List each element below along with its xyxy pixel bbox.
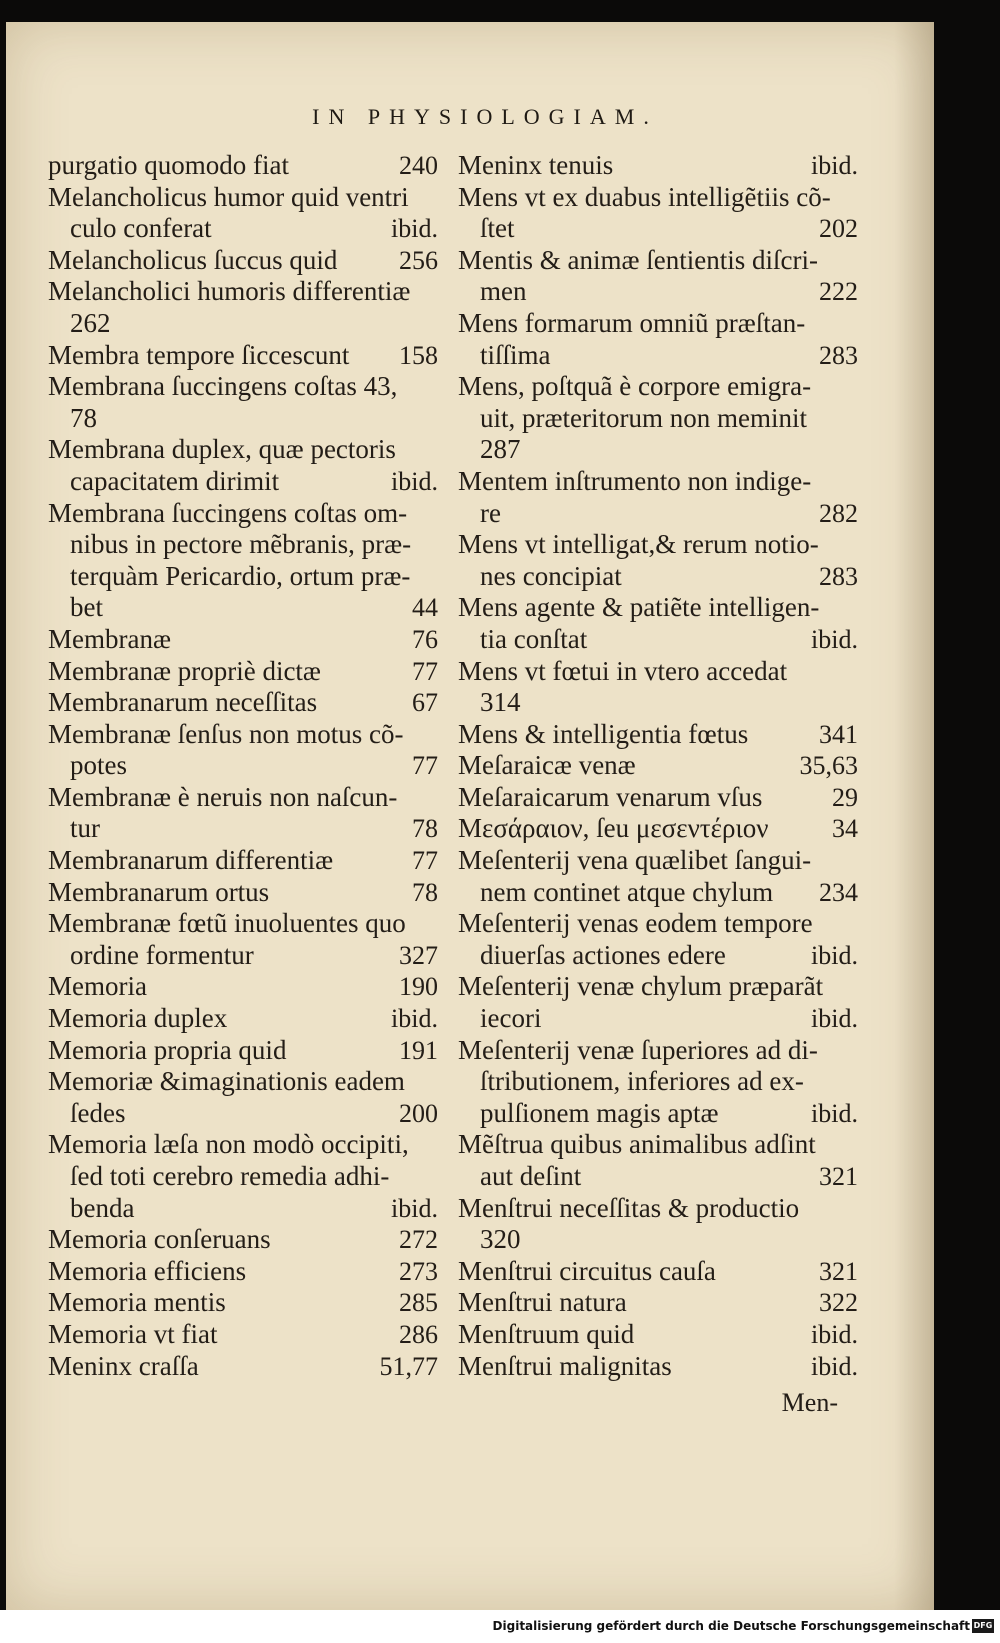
index-entry — [48, 908, 438, 971]
entry-term: Mens vt ex duabus intelligẽtiis cõ- — [458, 181, 831, 212]
index-entry — [458, 1287, 858, 1319]
entry-term: Membranarum differentiæ — [48, 845, 334, 876]
entry-continuation: 78 — [70, 402, 97, 433]
entry-term: Membranæ propriè dictæ — [48, 655, 321, 686]
index-entry — [48, 150, 438, 182]
running-header: IN PHYSIOLOGIAM. — [312, 104, 658, 129]
entry-continuation: tur — [70, 813, 100, 844]
entry-term: Memoria mentis — [48, 1287, 226, 1318]
index-entry — [458, 719, 858, 751]
page-reference: ibid. — [391, 1004, 438, 1034]
page-reference: 35,63 — [799, 751, 858, 781]
page-reference: 321 — [819, 1256, 858, 1286]
entry-term: Mẽſtrua quibus animalibus adſint — [458, 1129, 816, 1160]
page-reference: 285 — [399, 1288, 438, 1318]
index-entry — [48, 1035, 438, 1067]
page-reference: 77 — [412, 656, 438, 686]
footer-bar — [0, 1610, 1000, 1643]
entry-term: Mentis & animæ ſentientis diſcri- — [458, 244, 818, 275]
index-entry — [458, 308, 858, 371]
page-reference: 327 — [399, 940, 438, 970]
entry-continuation: bet — [70, 592, 103, 623]
entry-continuation: men — [480, 276, 527, 307]
index-column-left — [48, 150, 438, 1382]
entry-term: Mens vt intelligat,& rerum notio- — [458, 529, 819, 560]
page-reference: 286 — [399, 1319, 438, 1349]
index-entry — [48, 371, 438, 434]
page-reference: ibid. — [391, 214, 438, 244]
index-entry — [458, 908, 858, 971]
page-reference: 67 — [412, 688, 438, 718]
index-entry — [48, 1256, 438, 1288]
index-entry — [48, 719, 438, 782]
index-entry — [458, 845, 858, 908]
index-entry — [48, 782, 438, 845]
index-entry — [48, 656, 438, 688]
page-reference: 240 — [399, 151, 438, 180]
entry-continuation: benda — [70, 1192, 135, 1223]
index-entry — [458, 1256, 858, 1288]
index-entry — [48, 971, 438, 1003]
index-entry — [48, 1003, 438, 1035]
page-reference: 222 — [819, 277, 858, 307]
entry-term: Meninx craſſa — [48, 1350, 199, 1381]
entry-continuation: terquàm Pericardio, ortum præ- — [70, 560, 411, 591]
entry-continuation: culo conferat — [70, 213, 212, 244]
entry-term: Mens & intelligentia fœtus — [458, 718, 749, 749]
index-entry — [458, 150, 858, 182]
index-entry — [48, 434, 438, 497]
entry-term: Memoria — [48, 971, 147, 1002]
index-entry — [458, 1351, 858, 1383]
entry-continuation: 320 — [480, 1224, 521, 1255]
entry-term: Memoria læſa non modò occipiti, — [48, 1129, 409, 1160]
index-entry — [458, 782, 858, 814]
page-reference: ibid. — [811, 940, 858, 970]
entry-term: Membranæ — [48, 623, 171, 654]
entry-term: Membranæ fœtũ inuoluentes quo — [48, 908, 406, 939]
entry-term: Meſaraicæ venæ — [458, 750, 636, 781]
index-entry — [458, 750, 858, 782]
entry-term: Meſenterij vena quælibet ſangui- — [458, 845, 812, 876]
entry-term: Membrana ſuccingens coſtas om- — [48, 497, 408, 528]
entry-term: Membranarum ortus — [48, 876, 270, 907]
entry-term: Meninx tenuis — [458, 150, 614, 180]
page-reference: 272 — [399, 1225, 438, 1255]
index-entry — [48, 1287, 438, 1319]
entry-term: Membranæ ſenſus non motus cõ- — [48, 718, 404, 749]
page-reference: 283 — [819, 561, 858, 591]
index-entry — [48, 624, 438, 656]
entry-term: Menſtrui natura — [458, 1287, 627, 1318]
entry-continuation: nes concipiat — [480, 560, 622, 591]
entry-term: Mens, poſtquã è corpore emigra- — [458, 371, 812, 402]
entry-term: Melancholicus ſuccus quid — [48, 244, 338, 275]
index-entry — [48, 845, 438, 877]
index-entry — [48, 182, 438, 245]
index-entry — [458, 1193, 858, 1256]
entry-continuation: iecori — [480, 1003, 542, 1034]
entry-term: Menſtruum quid — [458, 1318, 635, 1349]
page-reference: 76 — [412, 624, 438, 654]
entry-continuation: nibus in pectore mẽbranis, præ- — [70, 529, 412, 560]
entry-term: Memoria duplex — [48, 1003, 228, 1034]
index-entry — [458, 813, 858, 845]
entry-term: Membranarum neceſſitas — [48, 687, 318, 718]
page-reference: 78 — [412, 814, 438, 844]
entry-term: Mens agente & patiẽte intelligen- — [458, 592, 820, 623]
page-reference: ibid. — [811, 1098, 858, 1128]
index-entry — [458, 245, 858, 308]
entry-term: Meſenterij venæ chylum præparãt — [458, 971, 824, 1002]
index-entry — [48, 687, 438, 719]
page-reference: 77 — [412, 751, 438, 781]
page-reference: ibid. — [811, 1004, 858, 1034]
entry-continuation: potes — [70, 750, 127, 781]
entry-continuation: 287 — [480, 434, 521, 465]
page-reference: ibid. — [391, 466, 438, 496]
entry-term: Membranæ è neruis non naſcun- — [48, 781, 398, 812]
index-entry — [458, 1129, 858, 1192]
page-reference: ibid. — [811, 1319, 858, 1349]
page-reference: 256 — [399, 245, 438, 275]
entry-term: Melancholicus humor quid ventri — [48, 181, 409, 212]
entry-continuation: tiſſima — [480, 339, 551, 370]
page-reference: 29 — [832, 782, 858, 812]
index-entry — [48, 877, 438, 909]
entry-continuation: uit, præteritorum non meminit — [480, 402, 807, 433]
index-entry — [458, 1319, 858, 1351]
entry-continuation: diuerſas actiones edere — [480, 939, 726, 970]
entry-term: purgatio quomodo fiat — [48, 150, 289, 180]
index-entry — [458, 466, 858, 529]
index-entry — [48, 1224, 438, 1256]
page-reference: ibid. — [391, 1193, 438, 1223]
entry-term: Memoria vt fiat — [48, 1318, 218, 1349]
entry-term: Membrana ſuccingens coſtas 43, — [48, 371, 398, 402]
index-entry — [48, 276, 438, 339]
entry-continuation: 314 — [480, 687, 521, 718]
index-entry — [48, 498, 438, 624]
entry-continuation: ſedes — [70, 1097, 126, 1128]
page-reference: 273 — [399, 1256, 438, 1286]
index-entry — [48, 1319, 438, 1351]
entry-continuation: nem continet atque chylum — [480, 876, 774, 907]
footer-credit: Digitalisierung gefördert durch die Deutsche Forschungsgemeinschaft — [492, 1619, 970, 1633]
catchword: Men- — [781, 1388, 838, 1417]
page-reference: 51,77 — [379, 1351, 438, 1381]
entry-term: Memoriæ &imaginationis eadem — [48, 1066, 405, 1097]
entry-term: Meſenterij venæ ſuperiores ad di- — [458, 1034, 818, 1065]
index-entry — [48, 340, 438, 372]
page-reference: 78 — [412, 877, 438, 907]
entry-term: Memoria conſeruans — [48, 1224, 271, 1255]
entry-term: Menſtrui malignitas — [458, 1350, 672, 1381]
entry-term: Membrana duplex, quæ pectoris — [48, 434, 396, 465]
entry-continuation: pulſionem magis aptæ — [480, 1097, 719, 1128]
page-reference: ibid. — [811, 1351, 858, 1381]
index-entry — [458, 1035, 858, 1130]
entry-continuation: tia conſtat — [480, 623, 588, 654]
index-entry — [458, 971, 858, 1034]
dfg-logo: DFG — [972, 1619, 994, 1633]
page-reference: ibid. — [811, 624, 858, 654]
index-entry — [48, 1351, 438, 1383]
entry-term: Memoria propria quid — [48, 1034, 287, 1065]
page-reference: 202 — [819, 214, 858, 244]
entry-term: Menſtrui circuitus cauſa — [458, 1255, 716, 1286]
page-reference: 77 — [412, 846, 438, 876]
entry-continuation: aut deſint — [480, 1161, 582, 1191]
book-page — [6, 22, 934, 1610]
entry-term: Mens formarum omniũ præſtan- — [458, 307, 806, 338]
entry-continuation: re — [480, 497, 501, 528]
page-reference: 200 — [399, 1098, 438, 1128]
entry-term: Mens vt fœtui in vtero accedat — [458, 655, 788, 686]
entry-term: Meſenterij venas eodem tempore — [458, 908, 813, 939]
entry-term: Membra tempore ſiccescunt — [48, 339, 350, 370]
entry-term: Mentem inſtrumento non indige- — [458, 465, 812, 496]
page-reference: 191 — [399, 1035, 438, 1065]
index-entry — [458, 371, 858, 466]
page-reference: 341 — [819, 719, 858, 749]
index-entry — [458, 182, 858, 245]
index-entry — [458, 592, 858, 655]
index-entry — [458, 656, 858, 719]
page-reference: 322 — [819, 1288, 858, 1318]
index-entry — [48, 245, 438, 277]
entry-term: Meſaraicarum venarum vſus — [458, 781, 763, 812]
index-entry — [48, 1129, 438, 1224]
entry-continuation: capacitatem dirimit — [70, 465, 280, 496]
page-reference: 282 — [819, 498, 858, 528]
page-reference: 190 — [399, 972, 438, 1002]
entry-term: Menſtrui neceſſitas & productio — [458, 1192, 800, 1223]
page-reference: 234 — [819, 877, 858, 907]
index-column-right — [458, 150, 858, 1382]
entry-continuation: ſed toti cerebro remedia adhi- — [70, 1161, 390, 1191]
page-reference: 34 — [832, 814, 858, 844]
entry-term: Μεσάραιον, ſeu μεσεντέριον — [458, 813, 769, 844]
entry-continuation: ſtet — [480, 213, 515, 244]
entry-continuation: ſtributionem, inferiores ad ex- — [480, 1066, 804, 1097]
entry-continuation: ordine formentur — [70, 939, 254, 970]
entry-term: Memoria efficiens — [48, 1255, 247, 1286]
entry-term: Melancholici humoris differentiæ — [48, 276, 411, 307]
page-reference: 158 — [399, 340, 438, 370]
index-entry — [48, 1066, 438, 1129]
page-reference: 321 — [819, 1162, 858, 1191]
page-reference: ibid. — [811, 151, 858, 180]
entry-continuation: 262 — [70, 307, 111, 338]
index-entry — [458, 529, 858, 592]
page-reference: 44 — [412, 593, 438, 623]
page-reference: 283 — [819, 340, 858, 370]
